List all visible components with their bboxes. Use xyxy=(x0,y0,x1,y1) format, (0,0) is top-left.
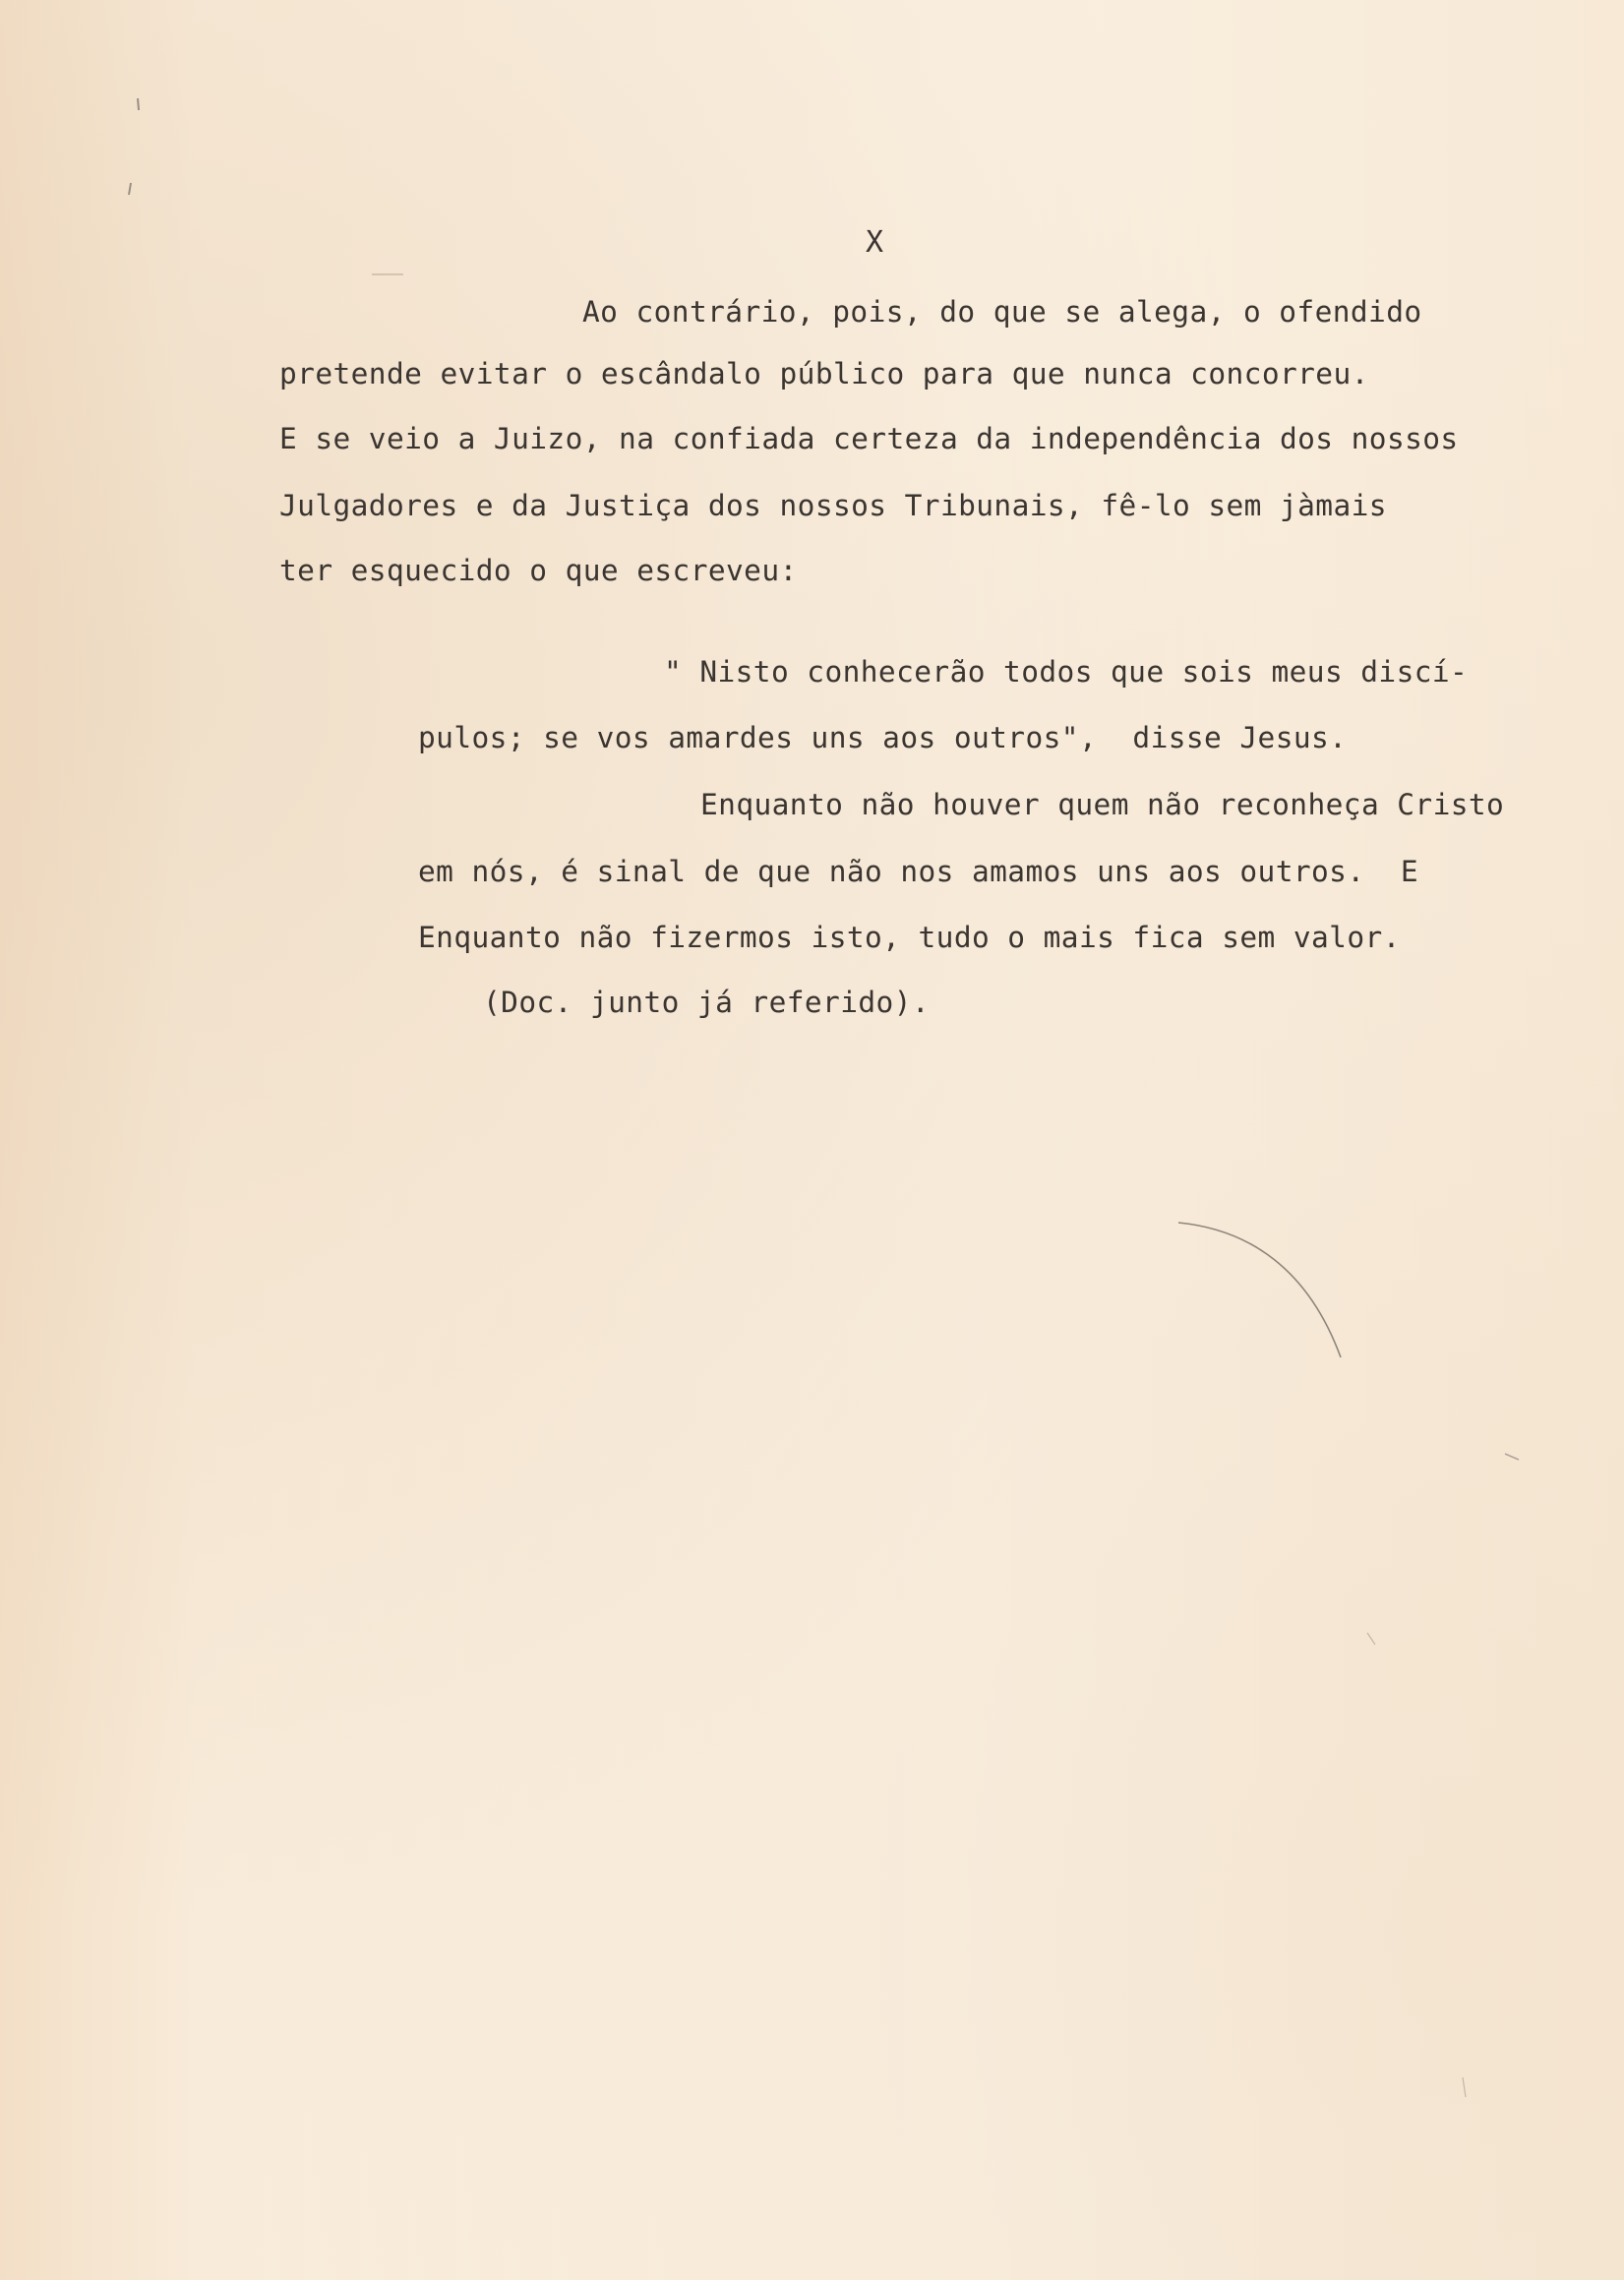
quote-line: " Nisto conhecerão todos que sois meus discí- xyxy=(664,655,1469,689)
paragraph-line: Ao contrário, pois, do que se alega, o ofendido xyxy=(582,295,1422,329)
paper-speck xyxy=(1367,1633,1375,1645)
paragraph-line: E se veio a Juizo, na confiada certeza da independência dos nossos xyxy=(279,422,1459,455)
pencil-stroke xyxy=(1178,1223,1341,1357)
paragraph-line: Julgadores e da Justiça dos nossos Tribunais, fê-lo sem jàmais xyxy=(279,489,1387,522)
quote-line: Enquanto não fizermos isto, tudo o mais fica sem valor. xyxy=(418,921,1401,954)
paragraph-line: pretende evitar o escândalo público para que nunca concorreu. xyxy=(279,357,1369,390)
section-number: X xyxy=(866,225,884,260)
quote-line: em nós, é sinal de que não nos amamos uns aos outros. E xyxy=(418,855,1418,888)
paper-speck xyxy=(1505,1454,1519,1460)
quote-line: Enquanto não houver quem não reconheça Cristo xyxy=(700,788,1505,821)
paragraph-line: ter esquecido o que escreveu: xyxy=(279,554,798,587)
document-reference: (Doc. junto já referido). xyxy=(483,986,931,1019)
quote-line: pulos; se vos amardes uns aos outros", disse Jesus. xyxy=(418,721,1348,754)
margin-mark xyxy=(138,98,139,110)
margin-mark xyxy=(129,183,131,195)
paper-speck xyxy=(1463,2077,1466,2097)
